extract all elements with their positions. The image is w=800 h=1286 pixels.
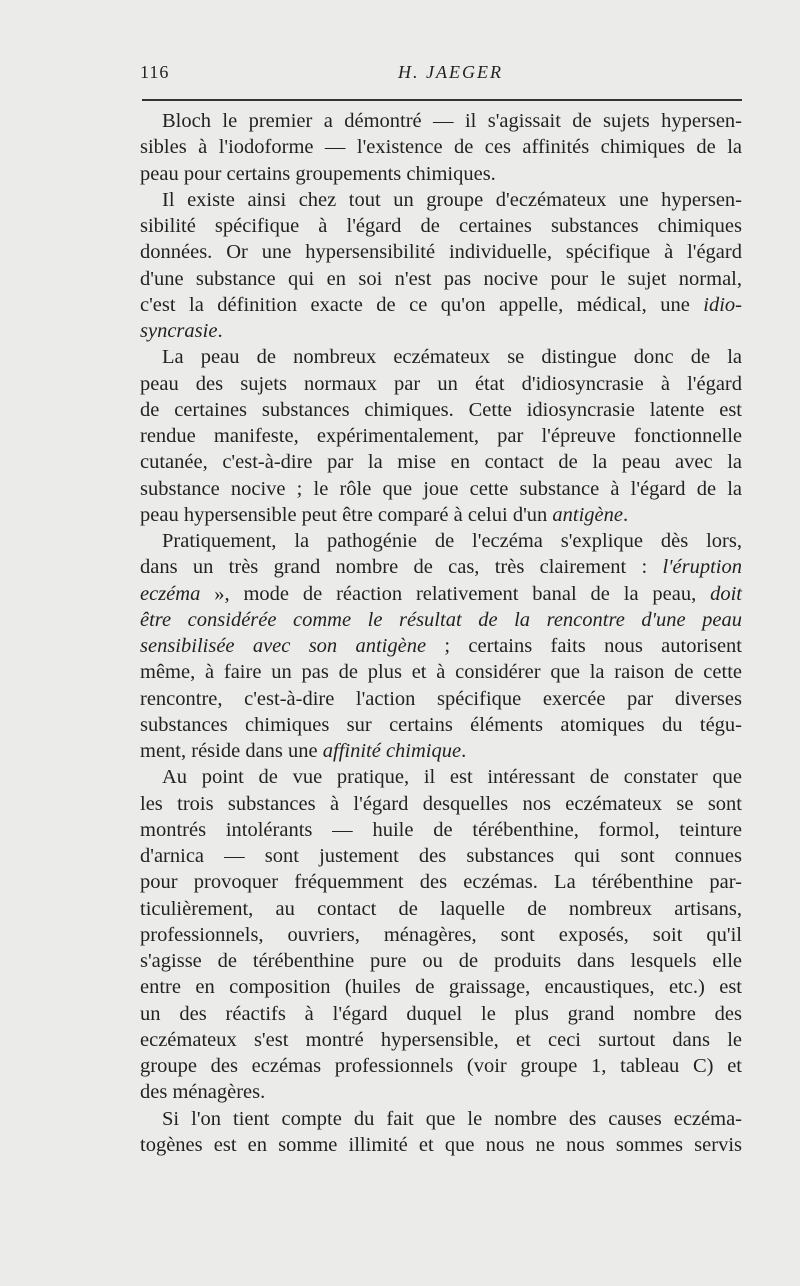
text-line: [140, 1053, 742, 1079]
text-line: [140, 528, 742, 554]
italic-run: affinité chimique: [322, 740, 462, 762]
text-line: [140, 843, 742, 869]
text-run: rendue manifeste, expérimentalement, par l'épreuve fonctionnelle: [140, 425, 742, 447]
text-line: [140, 896, 742, 922]
text-line: [140, 423, 742, 449]
text-run: togènes est en somme illimité et que nous ne nous sommes servis: [140, 1133, 742, 1156]
text-run: les trois substances à l'égard desquelles nos eczémateux se sont: [140, 792, 742, 815]
italic-run: idio-: [703, 293, 742, 316]
text-run: sibles à l'iodoforme — l'existence de ces affinités chimiques de la: [140, 136, 742, 159]
text-line: [140, 344, 742, 370]
text-line: [140, 476, 742, 502]
italic-run: sensibilisée avec son antigène: [140, 635, 427, 657]
text-line: [140, 134, 742, 160]
text-line: [140, 869, 742, 895]
text-run: groupe des eczémas professionnels (voir groupe 1, tableau C) et: [140, 1055, 742, 1077]
text-line: [140, 1079, 742, 1105]
text-run: substances chimiques sur certains éléments atomiques du tégu-: [140, 713, 742, 736]
text-run: s'agisse de térébenthine pure ou de produits dans lesquels elle: [140, 950, 742, 972]
body-text: [140, 108, 742, 1158]
text-line: [140, 371, 742, 397]
text-run: dans un très grand nombre de cas, très clairement :: [140, 556, 663, 579]
text-run: », mode de réaction relativement banal de la peau,: [200, 582, 711, 605]
text-run: des ménagères.: [140, 1081, 266, 1104]
text-run: peau hypersensible peut être comparé à celui d'un: [140, 503, 553, 526]
text-line: [140, 292, 742, 318]
text-line: [140, 817, 742, 843]
text-run: peau des sujets normaux par un état d'idiosyncrasie à l'égard: [140, 372, 742, 395]
page-header: [140, 62, 742, 90]
running-head: H. JAEGER: [398, 62, 503, 82]
text-run: peau pour certains groupements chimiques.: [140, 162, 496, 185]
text-run: .: [461, 740, 467, 762]
text-run: ment, réside dans une: [140, 740, 323, 762]
text-line: [140, 1001, 742, 1027]
text-line: [140, 974, 742, 1000]
text-line: [140, 449, 742, 475]
text-run: Pratiquement, la pathogénie de l'eczéma s'explique dès lors,: [162, 530, 742, 552]
italic-run: l'éruption: [662, 556, 742, 579]
text-line: [140, 397, 742, 423]
text-line: [140, 1027, 742, 1053]
text-line: [140, 108, 742, 134]
italic-run: eczéma: [140, 582, 201, 605]
page-number: 116: [140, 62, 170, 82]
text-line: [140, 922, 742, 948]
text-line: [140, 607, 742, 633]
text-run: .: [622, 503, 629, 526]
text-line: [140, 239, 742, 265]
text-line: [140, 659, 742, 685]
text-line: [140, 1132, 742, 1158]
italic-run: être considérée comme le résultat de la rencontre d'une peau: [140, 608, 742, 631]
text-run: de certaines substances chimiques. Cette idiosyncrasie latente est: [140, 398, 742, 421]
italic-run: syncrasie: [140, 320, 218, 342]
text-run: rencontre, c'est-à-dire l'action spécifique exercée par diverses: [140, 687, 742, 710]
text-line: [140, 948, 742, 974]
text-run: montrés intolérants — huile de térébenthine, formol, teinture: [140, 818, 742, 841]
text-run: eczémateux s'est montré hypersensible, et ceci surtout dans le: [140, 1028, 742, 1051]
text-run: Si l'on tient compte du fait que le nombre des causes eczéma-: [162, 1107, 742, 1130]
text-run: entre en composition (huiles de graissage, encaustiques, etc.) est: [140, 976, 742, 999]
text-line: [140, 633, 742, 659]
text-line: [140, 764, 742, 790]
text-line: [140, 187, 742, 213]
text-run: .: [217, 320, 223, 342]
text-line: [140, 266, 742, 292]
text-run: pour provoquer fréquemment des eczémas. La térébenthine par-: [140, 871, 742, 894]
text-line: [140, 738, 742, 764]
text-run: données. Or une hypersensibilité individuelle, spécifique à l'égard: [140, 241, 742, 264]
text-run: sibilité spécifique à l'égard de certaines substances chimiques: [140, 215, 742, 237]
text-line: [140, 686, 742, 712]
text-line: [140, 502, 742, 528]
text-run: Au point de vue pratique, il est intéressant de constater que: [162, 766, 742, 789]
text-run: ticulièrement, au contact de laquelle de nombreux artisans,: [140, 897, 742, 920]
text-line: [140, 554, 742, 580]
text-run: professionnels, ouvriers, ménagères, sont exposés, soit qu'il: [140, 923, 742, 946]
text-run: ; certains faits nous autorisent: [426, 635, 742, 657]
text-run: c'est la définition exacte de ce qu'on appelle, médical, une: [140, 293, 704, 316]
text-line: [140, 581, 742, 607]
text-run: cutanée, c'est-à-dire par la mise en contact de la peau avec la: [140, 451, 742, 474]
text-run: substance nocive ; le rôle que joue cette substance à l'égard de la: [140, 477, 742, 500]
text-run: La peau de nombreux eczémateux se distingue donc de la: [162, 346, 742, 369]
text-line: [140, 318, 742, 344]
text-line: [140, 712, 742, 738]
text-run: un des réactifs à l'égard duquel le plus grand nombre des: [140, 1002, 742, 1025]
italic-run: doit: [710, 582, 742, 605]
text-run: Bloch le premier a démontré — il s'agissait de sujets hypersen-: [162, 110, 742, 132]
text-line: [140, 1106, 742, 1132]
text-run: d'arnica — sont justement des substances qui sont connues: [140, 845, 742, 867]
italic-run: antigène: [552, 503, 623, 526]
text-line: [140, 213, 742, 239]
text-run: même, à faire un pas de plus et à considérer que la raison de cette: [140, 661, 742, 684]
text-line: [140, 161, 742, 187]
header-rule: [142, 99, 742, 101]
text-run: Il existe ainsi chez tout un groupe d'eczémateux une hypersen-: [162, 188, 742, 211]
text-line: [140, 791, 742, 817]
text-run: d'une substance qui en soi n'est pas nocive pour le sujet normal,: [140, 267, 742, 290]
